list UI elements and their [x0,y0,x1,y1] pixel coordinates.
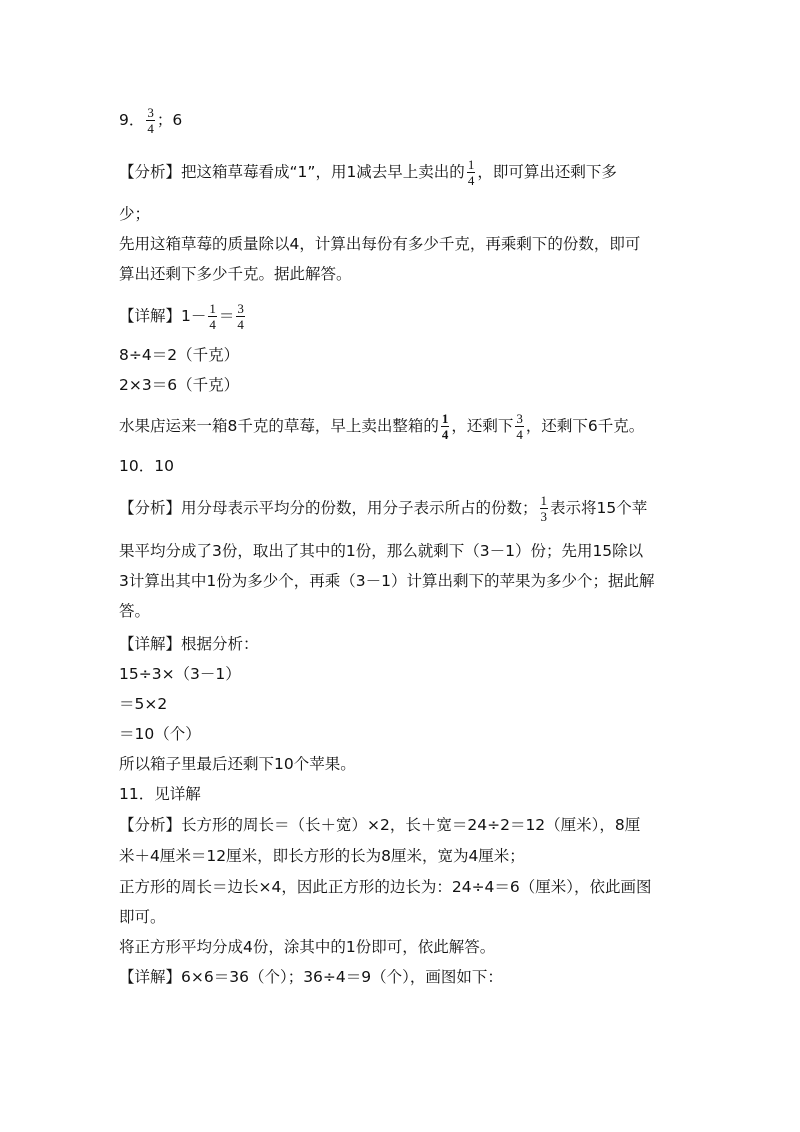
q9-analysis-line-2: 少； [119,205,151,223]
q10-analysis-text: 用分母表示平均分的份数，用分子表示所占的份数； [181,499,538,517]
q11-analysis-line-3: 正方形的周长＝边长×4，因此正方形的边长为：24÷4＝6（厘米），依此画图 [119,878,652,896]
q9-conclusion-fraction-b: $\frac{3}{4}$ [516,411,523,442]
q10-analysis-line-2: 果平均分成了3份，取出了其中的1份，那么就剩下（3－1）份；先用15除以 [119,542,644,560]
q10-detail-text: 根据分析： [181,635,259,653]
q9-conclusion [119,412,644,441]
q10-detail-line-3: ＝5×2 [119,695,168,713]
q10-conclusion: 所以箱子里最后还剩下10个苹果。 [119,755,356,773]
q10-analysis-line-1 [119,494,647,523]
q9-analysis-text: 把这箱草莓看成“1”，用1减去早上卖出的 [181,163,465,181]
q9-number: 9． [119,111,145,129]
q9-detail-fraction-a: $\frac{1}{4}$ [209,301,216,332]
q11-analysis-line-4: 即可。 [119,908,166,926]
q9-analysis-fraction: $\frac{1}{4}$ [467,157,475,188]
q9-detail-text: ＝ [218,307,235,325]
q11-detail-text: 6×6＝36（个）；36÷4＝9（个），画图如下： [181,968,503,986]
q9-conclusion-text: 水果店运来一箱8千克的草莓，早上卖出整箱的 [119,417,439,435]
q9-analysis-line-1 [119,158,617,187]
q9-detail-line-1 [119,302,247,331]
q9-analysis-line-4: 算出还剩下多少千克。据此解答。 [119,265,352,283]
q10-analysis-text: 表示将15个苹 [550,499,648,517]
q10-analysis-line-4: 答。 [119,602,151,620]
q9-answer-rest: ；6 [156,111,183,129]
q10-analysis-fraction: $\frac{1}{3}$ [540,493,548,524]
q9-detail-fraction-b: $\frac{3}{4}$ [237,301,244,332]
q9-detail-label: 【详解】 [119,307,182,325]
q10-analysis-line-3: 3计算出其中1份为多少个，再乘（3－1）计算出剩下的苹果为多少个；据此解 [119,572,655,590]
q11-analysis-line-2: 米＋4厘米＝12厘米，即长方形的长为8厘米，宽为4厘米； [119,847,525,865]
q9-analysis-text: ，即可算出还剩下多 [477,163,617,181]
q11-detail-line-1 [119,966,503,988]
q9-conclusion-text: ，还剩下 [451,417,514,435]
q9-analysis-label: 【分析】 [119,163,182,181]
q10-analysis-label: 【分析】 [119,499,182,517]
q10-answer-line: 10．10 [119,457,174,475]
q11-answer-line: 11．见详解 [119,785,201,803]
q10-detail-label: 【详解】 [119,635,182,653]
q10-detail-line-2: 15÷3×（3－1） [119,665,241,683]
q11-analysis-line-1 [119,814,640,836]
q10-detail-line-4: ＝10（个） [119,725,201,743]
q9-conclusion-text: ，还剩下6千克。 [525,417,645,435]
q11-analysis-label: 【分析】 [119,816,182,834]
q9-conclusion-fraction-a: $\frac{1}{4}$ [441,411,449,442]
q9-detail-line-3: 2×3＝6（千克） [119,376,240,394]
q9-detail-line-2: 8÷4＝2（千克） [119,346,240,364]
q11-detail-label: 【详解】 [119,968,182,986]
q10-detail-line-1 [119,633,259,655]
q9-analysis-line-3: 先用这箱草莓的质量除以4，计算出每份有多少千克，再乘剩下的份数，即可 [119,235,641,253]
q9-detail-text: 1－ [181,307,207,325]
q11-analysis-text: 长方形的周长＝（长＋宽）×2，长＋宽＝24÷2＝12（厘米），8厘 [181,816,641,834]
q9-answer-line [119,106,182,135]
q9-answer-fraction: $\frac{3}{4}$ [147,105,154,136]
q11-analysis-line-5: 将正方形平均分成4份，涂其中的1份即可，依此解答。 [119,938,496,956]
